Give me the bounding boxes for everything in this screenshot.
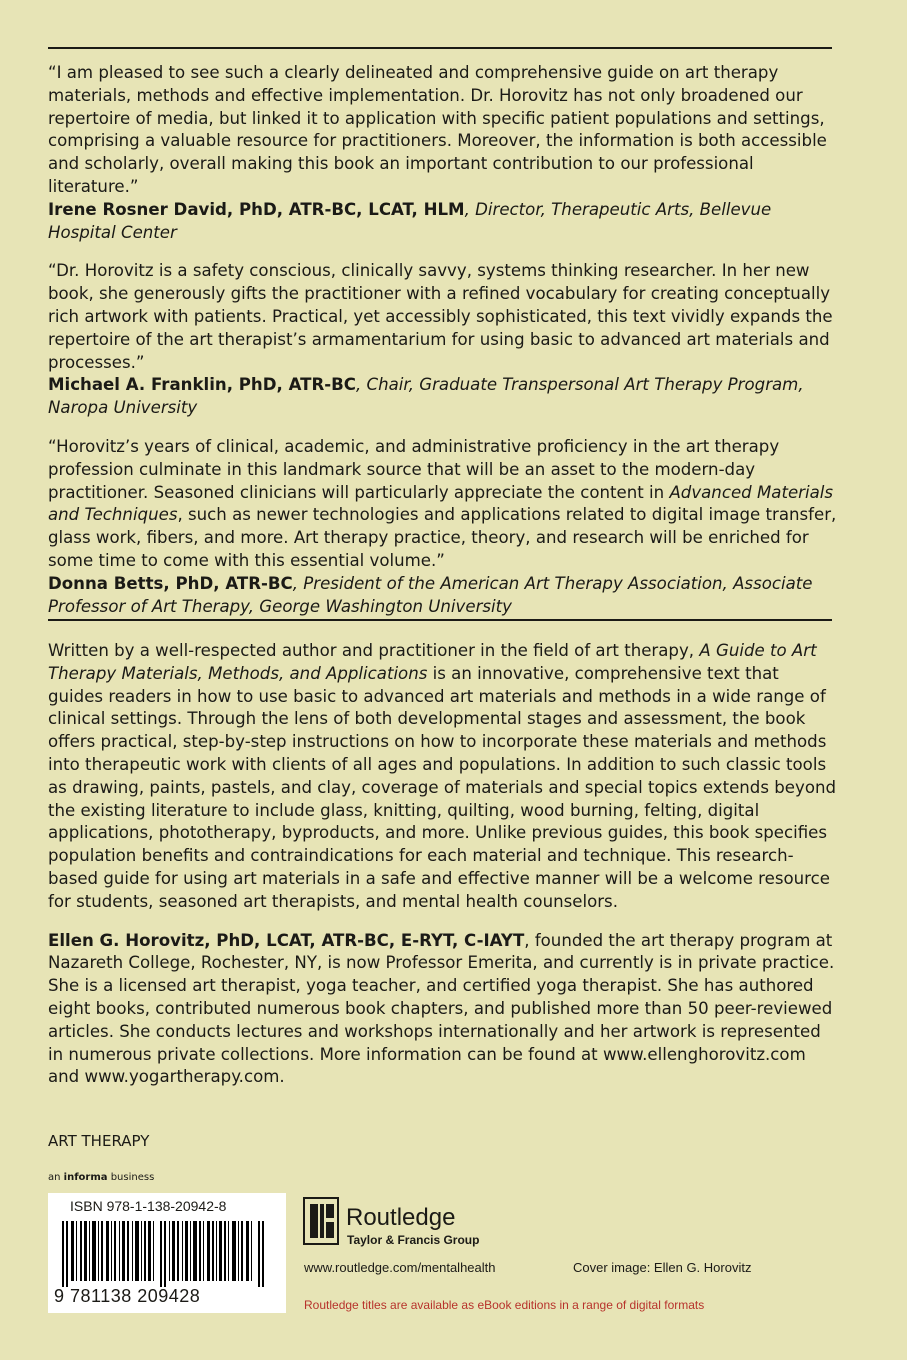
testimonials-section	[48, 62, 838, 634]
ean-number: 9 781138 209428	[54, 1286, 201, 1306]
quote-text: , such as newer technologies and applications related to digital image transfer, glass work, fibers, and more. Art therapy practice, theory, and research will be enriched for some time to come with this essential volume.”	[48, 505, 837, 570]
barcode-box	[48, 1193, 286, 1313]
testimonial-quote: “I am pleased to see such a clearly delineated and comprehensive guide on art therapy materials, methods and effective implementation. Dr. Horovitz has not only broadened our repertoire of media, but linked it to application with specific patient populations and settings, comprising a valuable resource for practitioners. Moreover, the information is both accessible and scholarly, overall making this book an important contribution to our professional literature.”	[48, 63, 827, 196]
middle-rule	[48, 619, 832, 621]
cover-image-credit: Cover image: Ellen G. Horovitz	[573, 1260, 752, 1275]
publisher-url[interactable]: www.routledge.com/mentalhealth	[304, 1260, 496, 1275]
quote-text: “Horovitz’s years of clinical, academic, and administrative proficiency in the art therapy profession culminate in this landmark source that will be an asset to the modern-day practitioner. Seasoned clinicians will particularly appreciate the content in	[48, 436, 780, 502]
attribution-role: , Chair, Graduate Transpersonal Art Therapy Program, Naropa University	[48, 375, 804, 418]
isbn-label: ISBN 978-1-138-20942-8	[70, 1198, 227, 1214]
description-section	[48, 640, 838, 1089]
subject-category: ART THERAPY	[48, 1132, 150, 1150]
informa-suffix: business	[107, 1172, 155, 1183]
description-text: is an innovative, comprehensive text that guides readers in how to use basic to advanced art materials and methods in a wide range of clinical settings. Through the lens of both developmental stages and assessment, the book offers practical, step-by-step instructions on how to incorporate these materials and methods into therapeutic work with clients of all ages and populations. In addition to such classic tools as drawing, paints, pastels, and clay, coverage of materials and special topics extends beyond the existing literature to include glass, knitting, quilting, wood burning, felting, digital applications, phototherapy, byproducts, and more. Unlike previous guides, this book specifies population benefits and contraindications for each material and technique. This research-based guide for using art materials in a safe and effective manner will be a welcome resource for students, seasoned art therapists, and mental health counselors.	[48, 663, 837, 911]
barcode-icon	[54, 1221, 280, 1287]
quote-italic-title: Advanced Materials and Techniques	[48, 482, 834, 525]
top-rule	[48, 47, 832, 49]
ebook-note: Routledge titles are available as eBook editions in a range of digital formats	[304, 1298, 705, 1312]
informa-business-tag	[48, 1172, 154, 1183]
routledge-logo-icon	[302, 1196, 342, 1248]
author-name: Ellen G. Horovitz, PhD, LCAT, ATR-BC, E-RYT, C-IAYT	[48, 930, 525, 950]
testimonial-attribution	[48, 199, 838, 245]
testimonial-quote	[48, 436, 838, 573]
attribution-name: Michael A. Franklin, PhD, ATR-BC	[48, 375, 356, 395]
testimonial-2	[48, 260, 838, 420]
attribution-name: Irene Rosner David, PhD, ATR-BC, LCAT, HLM	[48, 199, 465, 219]
attribution-role: , Director, Therapeutic Arts, Bellevue Hospital Center	[48, 199, 772, 242]
testimonial-attribution	[48, 374, 838, 420]
publisher-name: Routledge	[346, 1204, 456, 1231]
testimonial-3	[48, 436, 838, 618]
testimonial-1	[48, 62, 838, 244]
informa-brand: informa	[63, 1172, 108, 1183]
author-bio	[48, 930, 838, 1090]
attribution-role: , President of the American Art Therapy Association, Associate Professor of Art Therapy, George Washington University	[48, 573, 813, 616]
informa-prefix: an	[48, 1172, 64, 1183]
author-bio-text: , founded the art therapy program at Nazareth College, Rochester, NY, is now Professor Emerita, and currently is in private practice. She is a licensed art therapist, yoga teacher, and certified yoga therapist. She has authored eight books, contributed numerous book chapters, and published more than 50 peer-reviewed articles. She conducts lectures and workshops internationally and her artwork is represented in numerous private collections. More information can be found at www.ellenghorovitz.com and www.yogartherapy.com.	[48, 930, 835, 1087]
testimonial-attribution	[48, 573, 838, 619]
description-text: Written by a well-respected author and practitioner in the field of art therapy,	[48, 641, 700, 660]
book-description	[48, 640, 838, 914]
attribution-name: Donna Betts, PhD, ATR-BC	[48, 573, 293, 593]
testimonial-quote: “Dr. Horovitz is a safety conscious, clinically savvy, systems thinking researcher. In her new book, she generously gifts the practitioner with a refined vocabulary for creating conceptually rich artwork with patients. Practical, yet accessibly sophisticated, this text vividly expands the repertoire of the art therapist’s armamentarium for using basic to advanced art materials and processes.”	[48, 261, 833, 372]
publisher-group: Taylor & Francis Group	[347, 1233, 480, 1247]
book-title: A Guide to Art Therapy Materials, Methods, and Applications	[48, 641, 817, 683]
